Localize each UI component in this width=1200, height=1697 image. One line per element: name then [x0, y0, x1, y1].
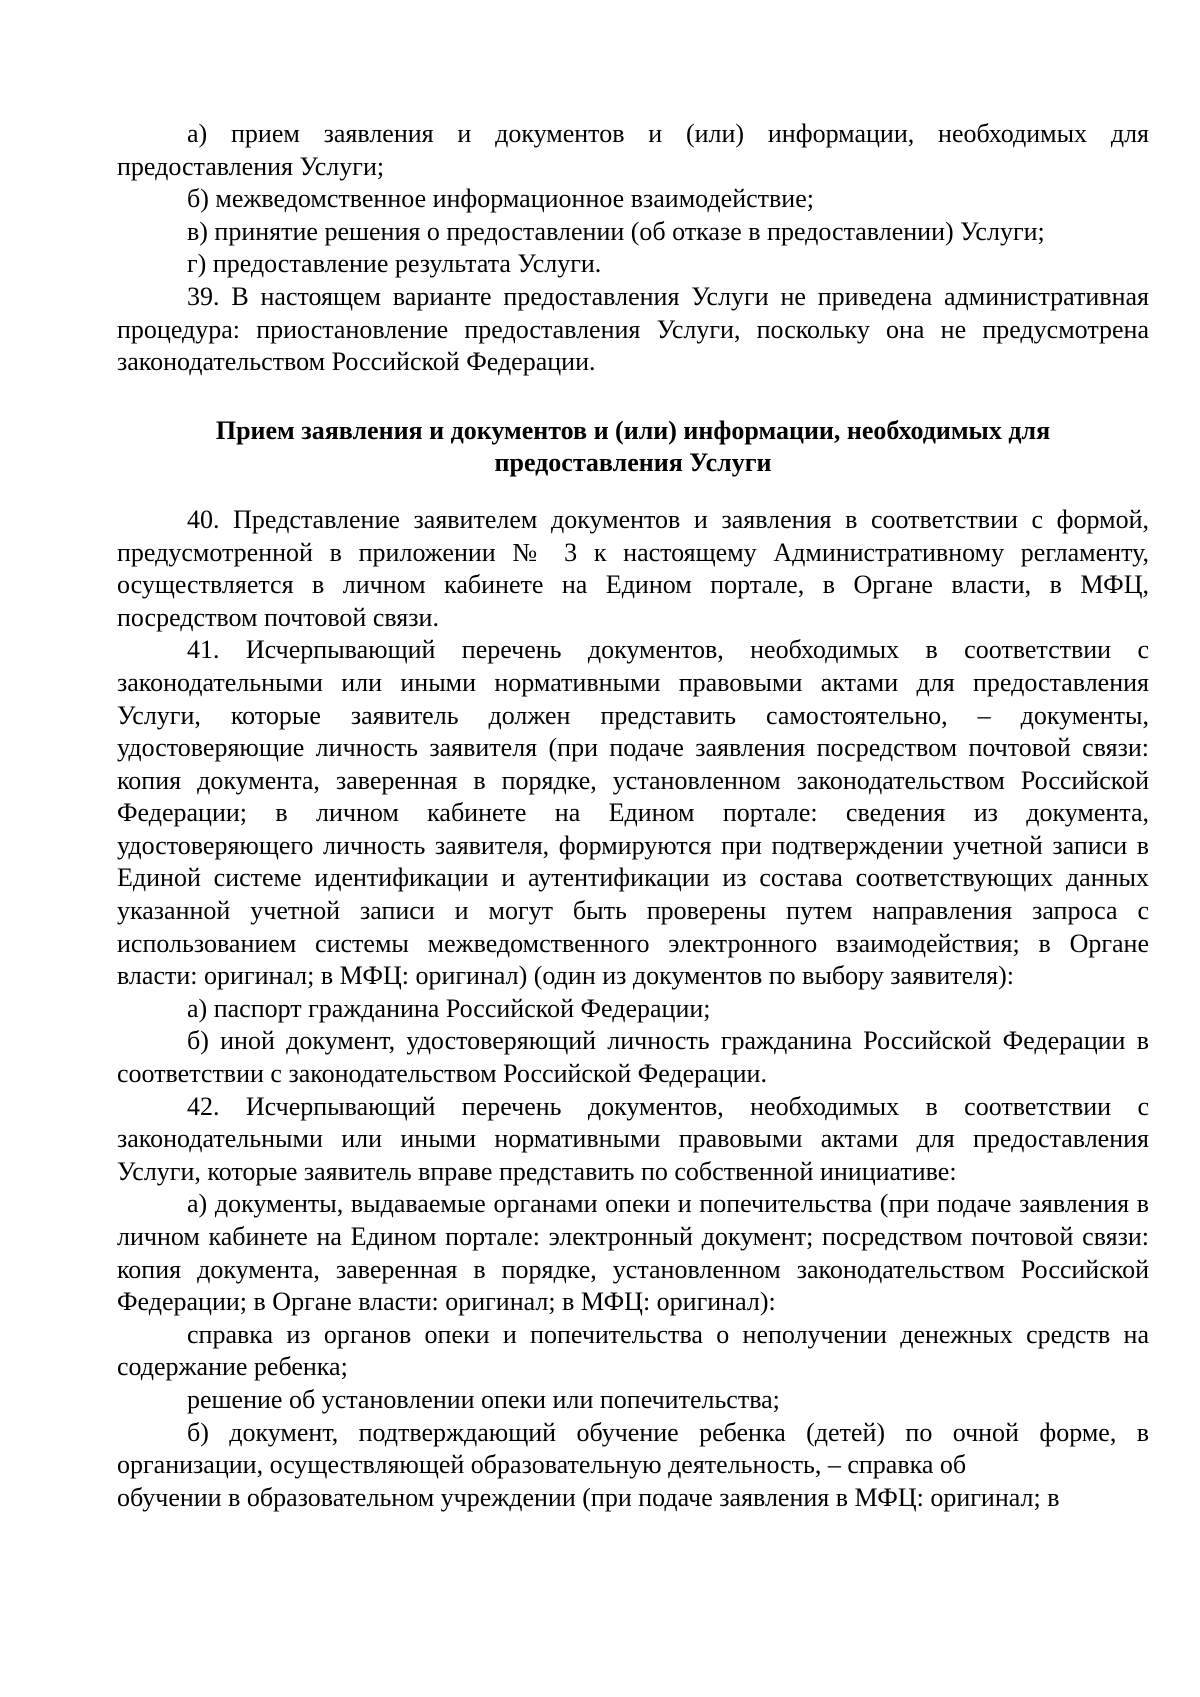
- paragraph-42-item-b-line-2: обучении в образовательном учреждении (при подаче заявления в МФЦ: оригинал; в: [117, 1482, 1060, 1512]
- paragraph-42-item-a: а) документы, выдаваемые органами опеки и попечительства (при подаче заявления в личном кабинете на Едином портале: электронный документ; посредством почтовой связи: копия документа, заверенная в порядке, установленном законодательством Российской Федерации; в Органе власти: оригинал; в МФЦ: оригинал):: [117, 1189, 1149, 1317]
- paragraph-42-item-a-sub-2: решение об установлении опеки или попечительства;: [187, 1384, 780, 1414]
- paragraph-41-item-a: а) паспорт гражданина Российской Федерации;: [187, 993, 711, 1023]
- paragraph-39: 39. В настоящем варианте предоставления Услуги не приведена административная процедура: приостановление предоставления Услуги, поскольку она не предусмотрена законодательством Российской Федерации.: [117, 281, 1149, 377]
- paragraph-41: 41. Исчерпывающий перечень документов, необходимых в соответствии с законодательными или иными нормативными правовыми актами для предоставления Услуги, которые заявитель должен представить самостоятельно, – документы, удостоверяющие личность заявителя (при подаче заявления посредством почтовой связи: копия документа, заверенная в порядке, установленном законодательством Российской Федерации; в личном кабинете на Едином портале: сведения из документа, удостоверяющего личность заявителя, формируются при подтверждении учетной записи в Единой системе идентификации и аутентификации из состава соответствующих данных указанной учетной записи и могут быть проверены путем направления запроса с использованием системы межведомственного электронного взаимодействия; в Органе власти: оригинал; в МФЦ: оригинал) (один из документов по выбору заявителя):: [117, 635, 1149, 991]
- item-b-interagency-interaction: б) межведомственное информационное взаимодействие;: [187, 184, 814, 214]
- paragraph-40: 40. Представление заявителем документов и заявления в соответствии с формой, предусмотренной в приложении № 3 к настоящему Административному регламенту, осуществляется в личном кабинете на Едином портале, в Органе власти, в МФЦ, посредством почтовой связи.: [117, 504, 1149, 632]
- paragraph-42-item-a-sub-1: справка из органов опеки и попечительства о неполучении денежных средств на содержание ребенка;: [117, 1319, 1149, 1382]
- document-body: [117, 118, 1149, 1514]
- item-g-result: г) предоставление результата Услуги.: [187, 249, 602, 279]
- paragraph-42-item-b-line-1: б) документ, подтверждающий обучение ребенка (детей) по очной форме, в организации, осуществляющей образовательную деятельность, – справка об: [117, 1417, 1149, 1480]
- section-heading: [117, 415, 1149, 480]
- paragraph-42: 42. Исчерпывающий перечень документов, необходимых в соответствии с законодательными или иными нормативными правовыми актами для предоставления Услуги, которые заявитель вправе представить по собственной инициативе:: [117, 1091, 1149, 1186]
- item-a-receive-application: а) прием заявления и документов и (или) информации, необходимых для предоставления Услуги;: [117, 119, 1149, 181]
- item-v-decision: в) принятие решения о предоставлении (об отказе в предоставлении) Услуги;: [187, 216, 1045, 246]
- section-heading-line-2: предоставления Услуги: [494, 448, 772, 478]
- section-heading-line-1: Прием заявления и документов и (или) информации, необходимых для: [215, 415, 1051, 445]
- paragraph-41-item-b: б) иной документ, удостоверяющий личность гражданина Российской Федерации в соответствии с законодательством Российской Федерации.: [117, 1026, 1149, 1089]
